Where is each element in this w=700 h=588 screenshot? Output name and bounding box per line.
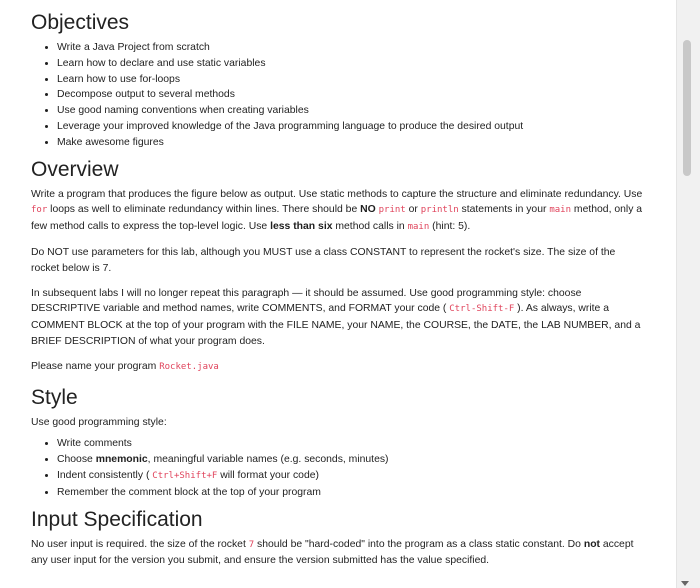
list-item: • Choose mnemonic, meaningful variable names (e.g. seconds, minutes) bbox=[57, 452, 646, 468]
code-shortcut: Ctrl-Shift-F bbox=[449, 304, 515, 315]
list-item: • Indent consistently ( Ctrl+Shift+F will format your code) bbox=[57, 468, 646, 485]
code-main: main bbox=[407, 222, 430, 233]
scroll-down-arrow-icon[interactable] bbox=[681, 581, 689, 586]
overview-paragraph-1: Write a program that produces the figure below as output. Use static methods to capture the structure and eliminate redundancy. Use for loops as well to eliminate redundancy within lines. There should be NO print or println statements in your main method, only a few method calls to express the top-level logic. Use less than six method calls in main (hint: 5). bbox=[31, 188, 643, 233]
overview-heading: Overview bbox=[31, 157, 119, 181]
code-constant: 7 bbox=[248, 539, 255, 550]
style-intro: Use good programming style: bbox=[31, 416, 167, 428]
style-list bbox=[31, 436, 646, 500]
code-println: println bbox=[420, 205, 459, 216]
list-item: • Learn how to use for-loops bbox=[57, 72, 646, 88]
list-item: • Make awesome figures bbox=[57, 135, 646, 151]
list-item: • Write a Java Project from scratch bbox=[57, 40, 646, 56]
style-heading: Style bbox=[31, 385, 78, 409]
objectives-heading: Objectives bbox=[31, 11, 130, 34]
overview-paragraph-2: Do NOT use parameters for this lab, although you MUST use a class CONSTANT to represent the rocket's size. The size of the rocket below is 7. bbox=[31, 246, 616, 274]
code-shortcut: Ctrl+Shift+F bbox=[152, 470, 218, 481]
scrollbar-thumb[interactable] bbox=[683, 40, 691, 176]
code-for: for bbox=[31, 205, 48, 216]
vertical-scrollbar[interactable] bbox=[676, 0, 700, 588]
list-item: • Learn how to declare and use static variables bbox=[57, 56, 646, 72]
code-filename: Rocket.java bbox=[159, 361, 219, 372]
list-item: • Leverage your improved knowledge of the Java programming language to produce the desired output bbox=[57, 119, 646, 135]
code-main: main bbox=[549, 205, 572, 216]
list-item: • Decompose output to several methods bbox=[57, 87, 646, 103]
code-print: print bbox=[378, 205, 406, 216]
list-item: • Use good naming conventions when creating variables bbox=[57, 103, 646, 119]
list-item: • Write comments bbox=[57, 436, 646, 452]
overview-paragraph-4: Please name your program Rocket.java bbox=[31, 360, 219, 372]
overview-paragraph-3: In subsequent labs I will no longer repeat this paragraph — it should be assumed. Use good programming style: choose DESCRIPTIVE variable and method names, write COMMENTS, and FORMAT your code ( Ctrl-Shift-F ). As always, write a COMMENT BLOCK at the top of your program with the FILE NAME, your NAME, the COURSE, the DATE, the LAB NUMBER, and a BRIEF DESCRIPTION of what your program does. bbox=[31, 287, 641, 347]
input-spec-paragraph: No user input is required. the size of the rocket 7 should be "hard-coded" into the program as a class static constant. Do not accept any user input for the version you submit, and ensure the version submitted has the value specified. bbox=[31, 538, 634, 567]
objectives-list bbox=[31, 40, 646, 151]
input-spec-heading: Input Specification bbox=[31, 507, 203, 531]
list-item: • Remember the comment block at the top of your program bbox=[57, 485, 646, 501]
